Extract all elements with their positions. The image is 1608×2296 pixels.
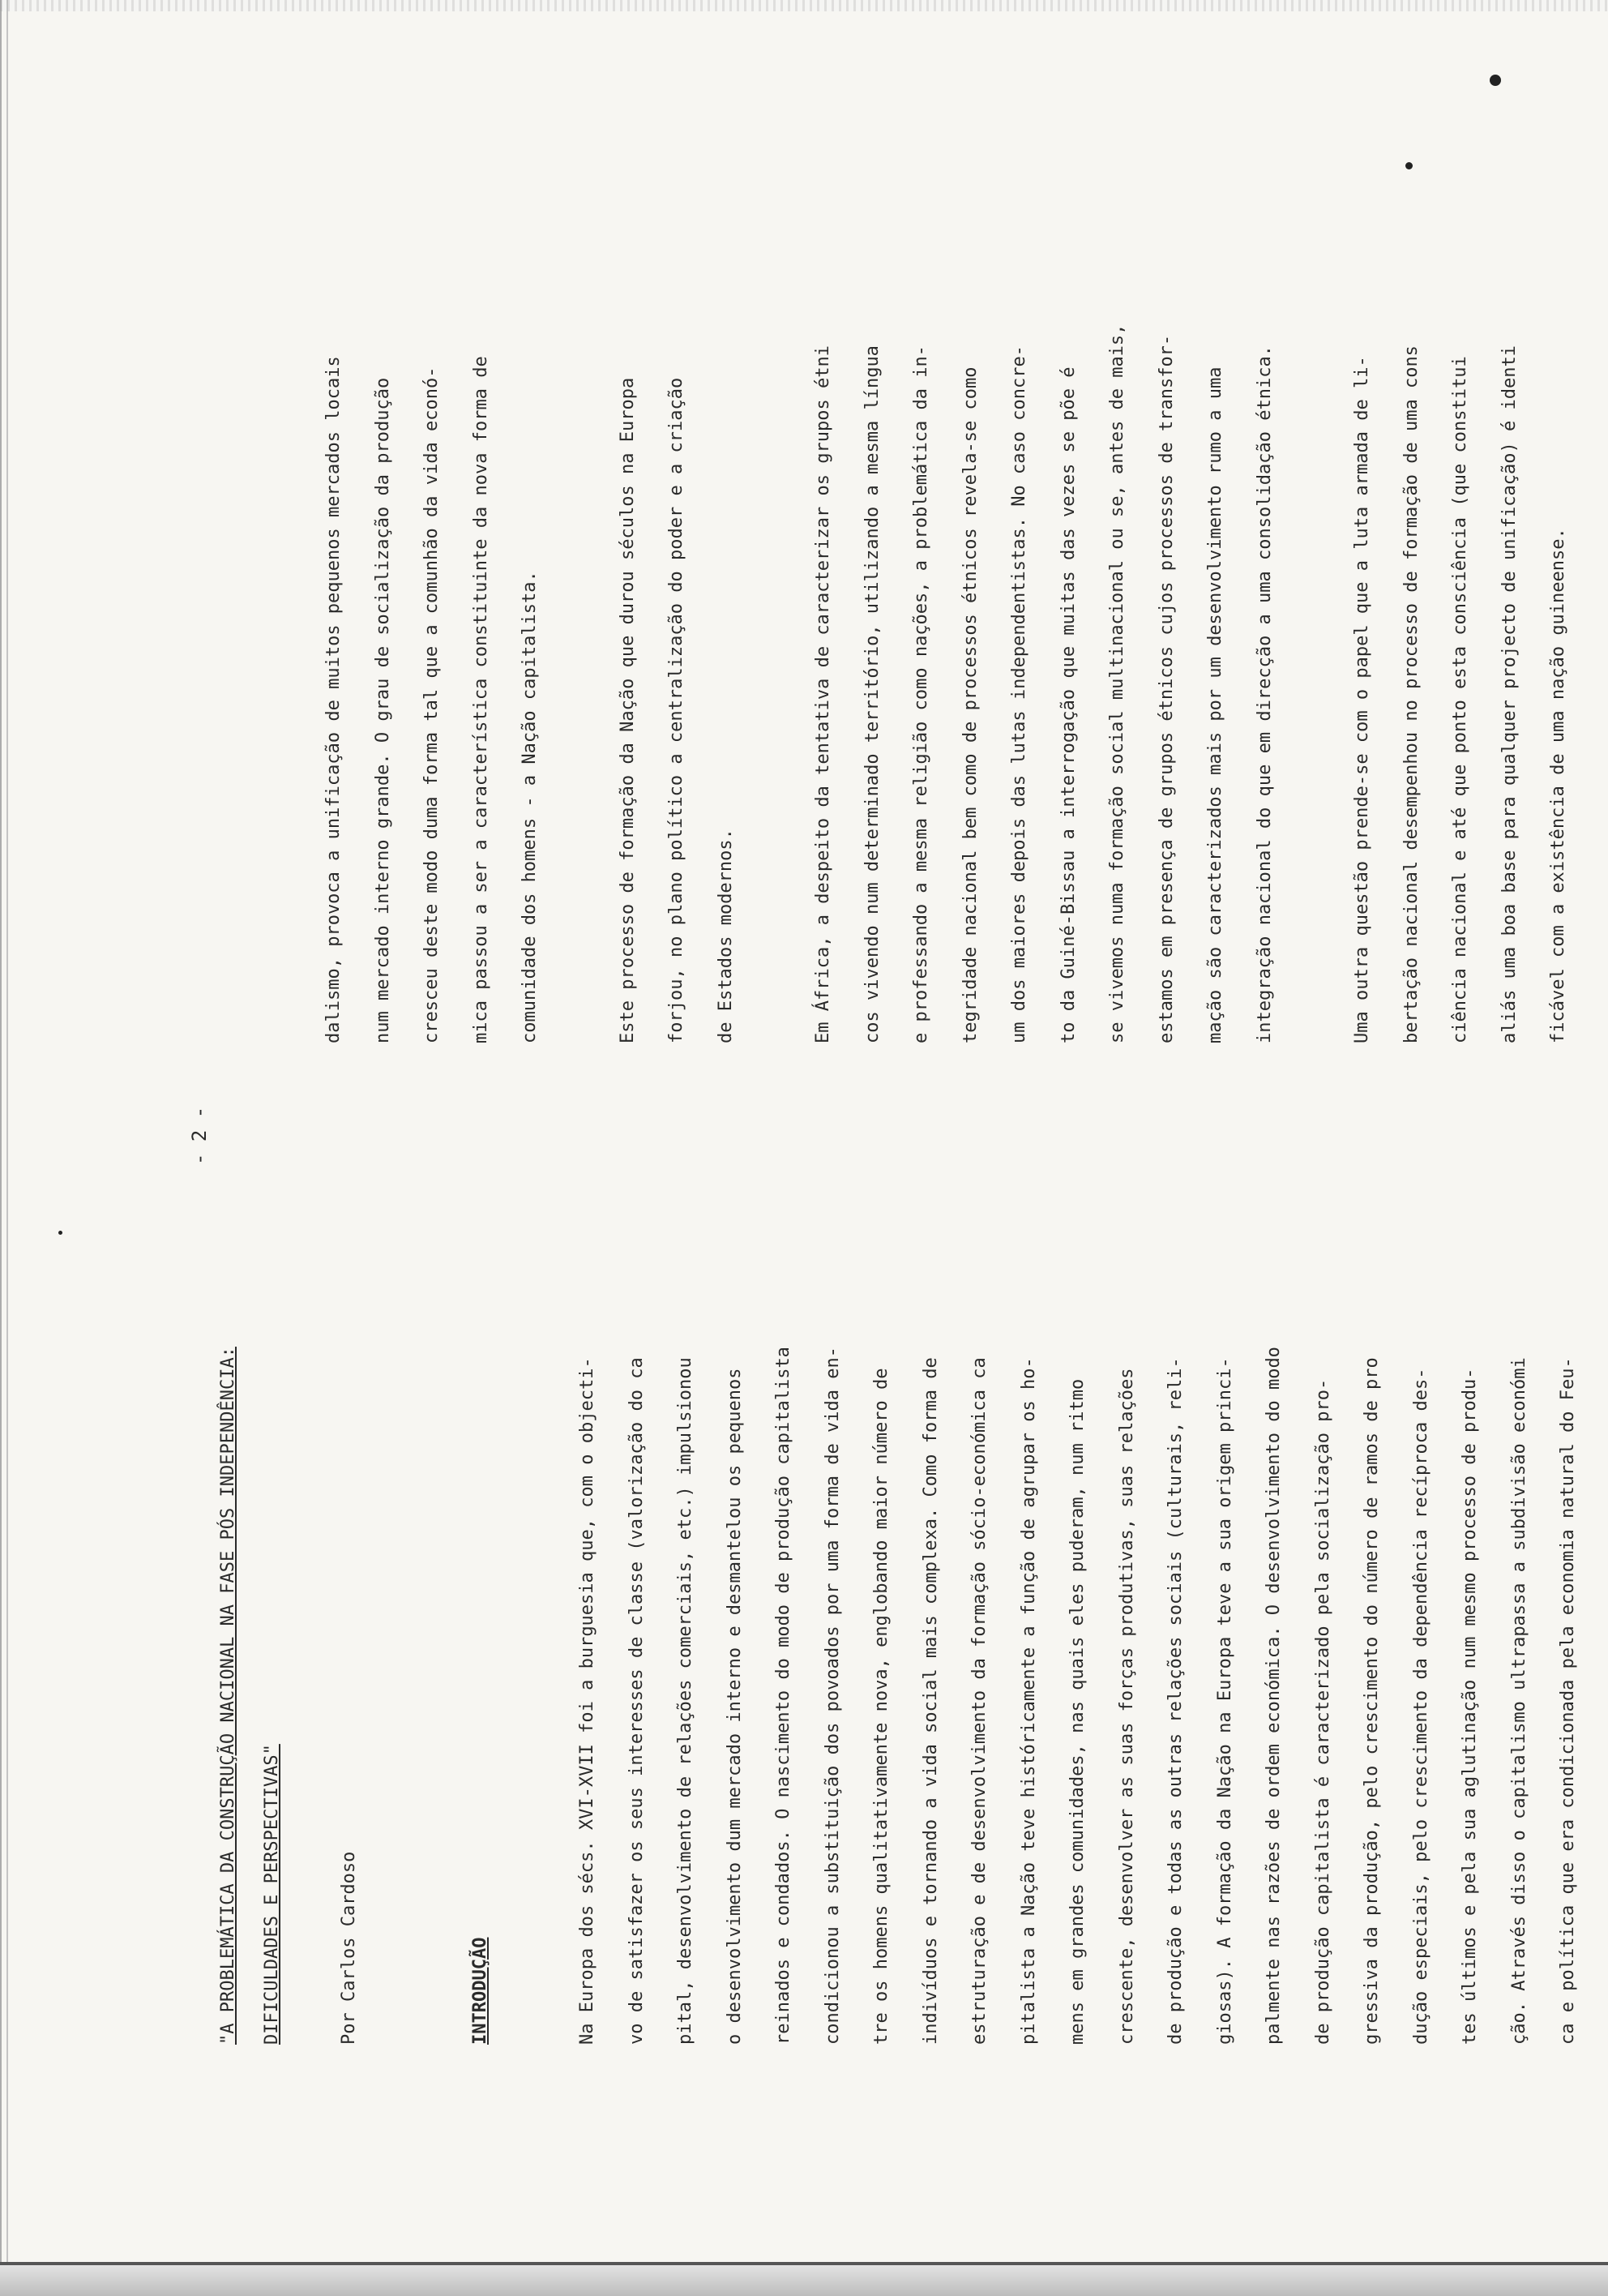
text-line: estamos em presença de grupos étnicos cujos processos de transfor- bbox=[1156, 334, 1177, 1043]
text-line: dução especiais, pelo crescimento da dependência recíproca des- bbox=[1410, 1368, 1431, 2045]
paragraph bbox=[604, 377, 751, 1043]
page-number: - 2 - bbox=[188, 1106, 211, 1165]
text-line: tre os homens qualitativamente nova, englobando maior número de bbox=[871, 1368, 892, 2045]
text-line: Na Europa dos sécs. XVI-XVII foi a burguesia que, com o objecti- bbox=[577, 1357, 597, 2045]
text-line: vo de satisfazer os seus interesses de classe (valorização do ca bbox=[626, 1357, 647, 2045]
text-line: e professando a mesma religião como nações, a problemática da in- bbox=[911, 345, 931, 1043]
text-line: reinados e condados. O nascimento do modo de produção capitalista bbox=[773, 1347, 793, 2045]
text-line: ciência nacional e até que ponto esta consciência (que constitui bbox=[1450, 356, 1470, 1043]
text-line: ca e política que era condicionada pela economia natural do Feu- bbox=[1558, 1357, 1578, 2045]
text-line: comunidade dos homens - a Nação capitalista. bbox=[520, 571, 540, 1043]
text-line: tes últimos e pela sua aglutinação num mesmo processo de produ- bbox=[1460, 1368, 1480, 2045]
title-line-2: DIFICULDADES E PERSPECTIVAS" bbox=[262, 1744, 282, 2045]
document-title bbox=[207, 1347, 294, 2045]
section-heading: INTRODUÇÃO bbox=[470, 1937, 490, 2045]
text-line: estruturação e de desenvolvimento da formação sócio-económica ca bbox=[969, 1357, 990, 2045]
text-line: mação são caracterizados mais por um desenvolvimento rumo a uma bbox=[1205, 366, 1225, 1043]
text-line: se vivemos numa formação social multinacional ou se, antes de mais, bbox=[1107, 323, 1127, 1043]
author-line: Por Carlos Cardoso bbox=[339, 1851, 359, 2045]
text-line: num mercado interno grande. O grau de socialização da produção bbox=[372, 377, 393, 1043]
text-line: mica passou a ser a característica constituinte da nova forma de bbox=[470, 356, 491, 1043]
text-line: giosas). A formação da Nação na Europa teve a sua origem princi- bbox=[1214, 1357, 1235, 2045]
text-line: gressiva da produção, pelo crescimento do número de ramos de pro bbox=[1362, 1357, 1382, 2045]
text-line: tegridade nacional bem como de processos étnicos revela-se como bbox=[960, 366, 981, 1043]
text-line: um dos maiores depois das lutas independentistas. No caso concre- bbox=[1009, 345, 1029, 1043]
text-line: integração nacional do que em direcção a uma consolidação étnica. bbox=[1254, 345, 1275, 1043]
paragraph-gap bbox=[555, 421, 604, 1043]
text-line: o desenvolvimento dum mercado interno e desmantelou os pequenos bbox=[724, 1368, 745, 2045]
text-line: palmente nas razões de ordem económica. O desenvolvimento do modo bbox=[1264, 1347, 1284, 2045]
text-line: Este processo de formação da Nação que durou séculos na Europa bbox=[617, 377, 638, 1043]
text-line: de produção e todas as outras relações sociais (culturais, reli- bbox=[1165, 1357, 1186, 2045]
text-line: mens em grandes comunidades, nas quais eles puderam, num ritmo bbox=[1067, 1378, 1088, 2045]
text-line: cresceu deste modo duma forma tal que a comunhão da vida econó- bbox=[421, 366, 442, 1043]
text-line: bertação nacional desempenhou no processo de formação de uma cons bbox=[1401, 345, 1422, 1043]
left-column bbox=[563, 1347, 1593, 2045]
text-line: ção. Através disso o capitalismo ultrapassa a subdivisão económi bbox=[1508, 1357, 1529, 2045]
paragraph bbox=[1338, 345, 1584, 1043]
text-line: ficável com a existência de uma nação guineense. bbox=[1548, 528, 1568, 1043]
text-line: dalismo, provoca a unificação de muitos pequenos mercados locais bbox=[323, 356, 344, 1043]
paragraph bbox=[799, 323, 1289, 1043]
paragraph-gap bbox=[1289, 421, 1338, 1043]
text-line: crescente, desenvolver as suas forças produtivas, suas relações bbox=[1116, 1368, 1137, 2045]
right-column bbox=[310, 323, 1584, 1043]
text-line: indivíduos e tornando a vida social mais complexa. Como forma de bbox=[920, 1357, 941, 2045]
title-line-1: "A PROBLEMÁTICA DA CONSTRUÇÃO NACIONAL NA FASE PÓS INDEPENDÊNCIA: bbox=[218, 1347, 238, 2045]
text-line: Uma outra questão prende-se com o papel que a luta armada de li- bbox=[1352, 356, 1372, 1043]
paragraph bbox=[310, 356, 555, 1043]
text-line: condicionou a substituição dos povoados por uma forma de vida en- bbox=[822, 1347, 843, 2045]
text-line: Em África, a despeito da tentativa de caracterizar os grupos étni bbox=[813, 345, 833, 1043]
text-line: pital, desenvolvimento de relações comerciais, etc.) impulsionou bbox=[675, 1357, 695, 2045]
text-line: forjou, no plano político a centralização do poder e a criação bbox=[666, 377, 686, 1043]
text-line: aliás uma boa base para qualquer projecto de unificação) é identi bbox=[1499, 345, 1520, 1043]
text-line: to da Guiné-Bissau a interrogação que muitas das vezes se põe é bbox=[1058, 366, 1079, 1043]
text-line: pitalista a Nação teve históricamente a função de agrupar os ho- bbox=[1018, 1357, 1039, 2045]
text-line: de Estados modernos. bbox=[715, 829, 736, 1043]
paragraph-gap bbox=[751, 421, 799, 1043]
text-line: cos vivendo num determinado território, utilizando a mesma língua bbox=[862, 345, 883, 1043]
text-line: de produção capitalista é caracterizado pela socialização pro- bbox=[1312, 1378, 1333, 2045]
